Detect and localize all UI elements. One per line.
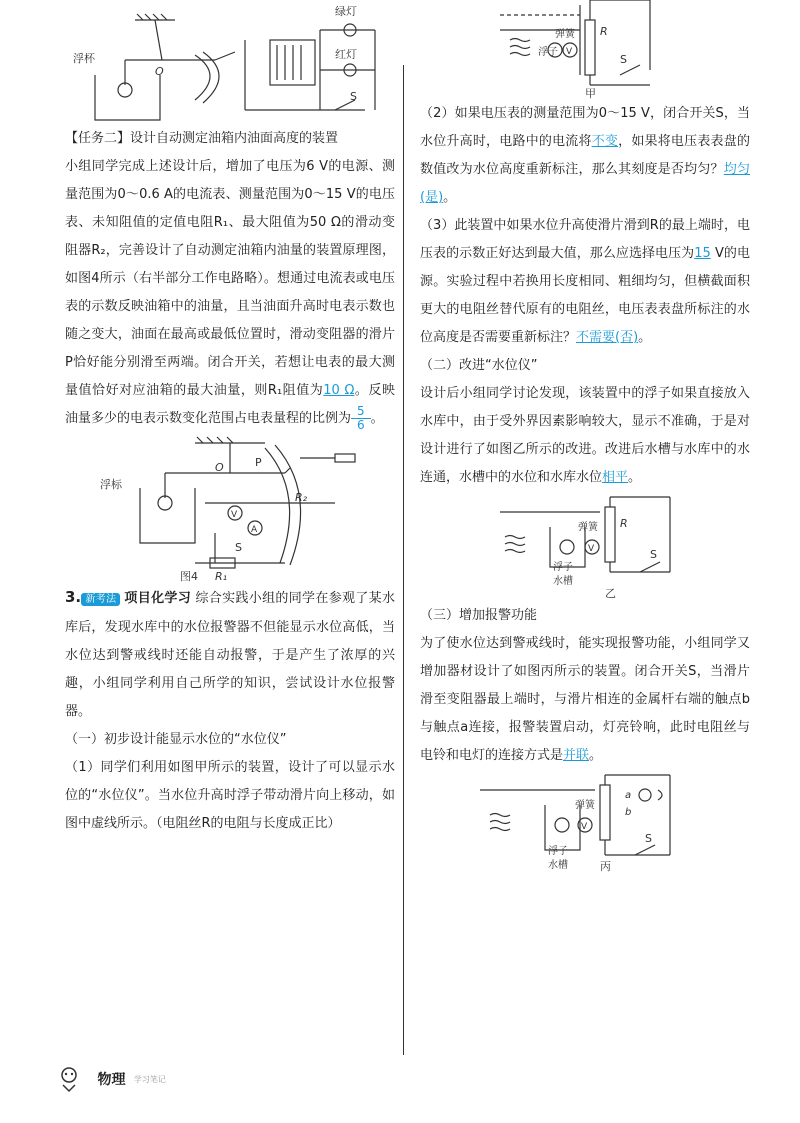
footer-small-text: 学习笔记: [133, 1074, 166, 1084]
fig4-label-o: O: [215, 461, 224, 474]
fig-top-label-o: O: [155, 65, 164, 78]
answer-relabel: 不需要(否): [576, 330, 639, 345]
question-3-number: 3.: [65, 588, 82, 606]
fraction-numerator: 5: [351, 405, 371, 419]
fig4-label-v: V: [231, 510, 238, 520]
new-method-badge: 新考法: [81, 593, 120, 606]
fig-bing-label-tank: 水槽: [548, 860, 568, 871]
fig-bing-label-v: V: [581, 822, 588, 832]
fig4-label-s: S: [235, 541, 242, 554]
task-paragraph: [65, 153, 395, 433]
figure-bing: [420, 770, 740, 885]
fig-yi-caption: 乙: [605, 587, 616, 600]
section-2-paragraph: [420, 380, 750, 492]
fig-jia-caption: 甲: [585, 87, 596, 100]
fig-bing-label-float: 浮子: [548, 846, 568, 857]
subject-label: 物理: [97, 1072, 126, 1088]
fig-jia-label-s: S: [620, 53, 627, 66]
figure-jia: [420, 0, 740, 100]
fig4-label-r1: R₁: [215, 570, 228, 583]
mascot-logo-icon: [55, 1065, 83, 1093]
para2-text: 设计后小组同学讨论发现，该装置中的浮子如果直接放入水库中，由于受外界因素影响较大，显示不准确，于是对设计进行了如图乙所示的改进。改进后水槽与水库中的水连通，水槽中的水位和水库水位: [420, 386, 750, 485]
q3-text-b: V的电源。实验过程中若换用长度相同、粗细均匀，但横截面积更大的电阻丝替代原有的电阻丝，电压表表盘所标注的水位高度是否需要重新标注？: [420, 246, 750, 345]
fig4-caption: 图4: [180, 570, 198, 583]
fig-jia-label-v: V: [566, 47, 573, 57]
q3-text-a: （3）此装置中如果水位升高使滑片滑到R的最上端时，电压表的示数正好达到最大值，那么应选择电压为: [420, 218, 750, 261]
fig-bing-label-s: S: [645, 832, 652, 845]
figure-4-oil-tank: [85, 433, 405, 583]
fig-yi-label-v: V: [588, 544, 595, 554]
fraction-denominator: 6: [357, 418, 365, 432]
answer-water-level: 相平: [602, 470, 629, 485]
fig-yi-label-r: R: [620, 517, 628, 530]
fig4-label-float: 浮标: [100, 478, 122, 491]
section-1-title: （一）初步设计能显示水位的“水位仪”: [65, 732, 287, 747]
answer-r1: 10 Ω: [323, 383, 355, 398]
para3-text: 为了使水位达到警戒线时，能实现报警功能，小组同学又增加器材设计了如图丙所示的装置。闭合开关S，当滑片滑至变阻器最上端时，与滑片相连的金属杆右端的触点b与触点a连接，报警装置启动，灯亮铃响，此时电阻丝与电铃和电灯的连接方式是: [420, 636, 750, 763]
left-column: [65, 0, 395, 838]
project-learning-label: 项目化学习: [124, 591, 192, 606]
task-title: 【任务二】设计自动测定油箱内油面高度的装置: [65, 131, 339, 146]
fig-top-label-float: 浮杯: [73, 52, 95, 65]
section-3-title: （三）增加报警功能: [420, 608, 538, 623]
question-3-2: [420, 100, 750, 212]
answer-connection: 并联: [563, 748, 590, 763]
fig-top-label-green: 绿灯: [335, 5, 357, 18]
task-para1: 小组同学完成上述设计后，增加了电压为6 V的电源、测量范围为0～0.6 A的电流表、测量范围为0～15 V的电压表、未知阻值的定值电阻R₁、最大阻值为50 Ω的滑动变阻器R₂，完善设计了自动测定油箱内油量的装置原理图，如图4所示（右半部分工作电路略）。想通过电流表或电压表的示数反映油箱中的油量，且当油面升高时电表示数也随之变大，油面在最高或最低位置时，滑动变阻器的滑片P恰好能分别滑至两端。闭合开关，若想让电表的最大测量值恰好对应油箱的最大油量，则R₁阻值为: [65, 159, 395, 398]
fig-yi-label-s: S: [650, 548, 657, 561]
question-3-3: [420, 212, 750, 352]
section-2-title: （二）改进“水位仪”: [420, 358, 538, 373]
fig-yi-label-tank: 水槽: [553, 576, 573, 587]
fig-bing-label-b: b: [625, 807, 632, 818]
q2-text-b: ，如果将电压表表盘的数值改为水位高度重新标注，那么其刻度是否均匀？: [420, 134, 750, 177]
fig-jia-label-spring: 弹簧: [555, 29, 575, 40]
right-column: [420, 0, 750, 885]
figure-top-relay-circuit: [65, 0, 385, 125]
fig-yi-label-spring: 弹簧: [578, 522, 598, 533]
fig-jia-label-r: R: [600, 25, 608, 38]
answer-uniform: 均匀(是): [420, 162, 750, 205]
column-divider: [403, 65, 404, 1055]
answer-voltage: 15: [694, 246, 711, 261]
task-para1-end: 。反映油量多少的电表示数变化范围占电表量程的比例为: [65, 383, 395, 426]
fig-top-label-s: S: [350, 90, 357, 103]
answer-current: 不变: [591, 134, 619, 149]
task-period: 。: [370, 411, 384, 426]
question-3: [65, 583, 395, 726]
fig-jia-label-float: 浮子: [538, 47, 558, 58]
q2-text-a: （2）如果电压表的测量范围为0～15 V，闭合开关S，当水位升高时，电路中的电流将: [420, 106, 750, 149]
fig-bing-label-spring: 弹簧: [575, 800, 595, 811]
fig-yi-label-float: 浮子: [553, 562, 573, 573]
fig-bing-label-a: a: [625, 790, 632, 801]
para3-end: 。: [589, 748, 603, 763]
answer-fraction: [351, 405, 371, 432]
fig4-label-r2: R₂: [295, 491, 308, 504]
fig-top-label-red: 红灯: [335, 48, 357, 61]
fig-bing-caption: 丙: [600, 860, 611, 873]
fig4-label-a: A: [251, 525, 258, 535]
question-3-text: 综合实践小组的同学在参观了某水库后，发现水库中的水位报警器不但能显示水位高低，当水位达到警戒线时还能自动报警，于是产生了浓厚的兴趣，小组同学利用自己所学的知识，尝试设计水位报警器。: [65, 591, 395, 719]
fig4-label-p: P: [255, 456, 262, 469]
section-3-paragraph: [420, 630, 750, 770]
figure-yi: [420, 492, 740, 602]
question-3-1: （1）同学们利用如图甲所示的装置，设计了可以显示水位的“水位仪”。当水位升高时浮子带动滑片向上移动，如图中虚线所示。（电阻丝R的电阻与长度成正比）: [65, 760, 395, 831]
q2-text-c: 。: [443, 190, 457, 205]
q3-text-c: 。: [638, 330, 652, 345]
para2-end: 。: [628, 470, 642, 485]
page-footer: [55, 1065, 166, 1093]
